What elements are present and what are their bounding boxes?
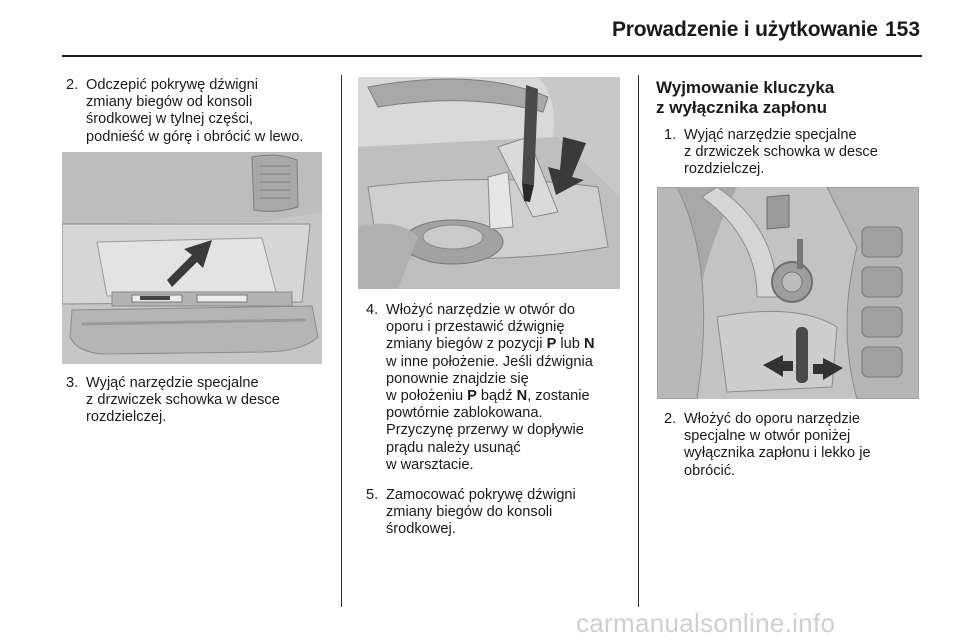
ignition-illustration bbox=[657, 187, 919, 399]
glovebox-illustration bbox=[62, 152, 322, 364]
column-divider-1 bbox=[341, 75, 342, 607]
step-2-body: Odczepić pokrywę dźwigni zmiany biegów od konsoli środkowej w tylnej części, podnieść w górę i obrócić w lewo. bbox=[86, 77, 304, 145]
step-4-body: Włożyć narzędzie w otwór do oporu i przestawić dźwignię zmiany biegów z pozycji P lub N w inne położenie. Jeśli dźwignia ponownie znajdzie się w położeniu P bądź N, zostanie powtórnie zablokowana. Przyczynę przerwy w dopływie prądu należy usunąć w warsztacie. bbox=[386, 302, 595, 473]
step-3-body: Wyjąć narzędzie specjalne z drzwiczek schowka w desce rozdzielczej. bbox=[86, 375, 280, 426]
key-step-2-body: Włożyć do oporu narzędzie specjalne w otwór poniżej wyłącznika zapłonu i lekko je obrócić. bbox=[684, 411, 871, 479]
key-step-1-body: Wyjąć narzędzie specjalne z drzwiczek schowka w desce rozdzielczej. bbox=[684, 127, 878, 178]
step-5-body: Zamocować pokrywę dźwigni zmiany biegów do konsoli środkowej. bbox=[386, 487, 576, 538]
gear-lever-illustration bbox=[358, 77, 620, 289]
page-header bbox=[0, 0, 960, 62]
step-2-text: 2. Odczepić pokrywę dźwigni zmiany biegów od konsoli środkowej w tylnej części, podnieść w górę i obrócić w lewo. bbox=[66, 77, 336, 146]
key-step-2-text: 2. Włożyć do oporu narzędzie specjalne w otwór poniżej wyłącznika zapłonu i lekko je obrócić. bbox=[664, 411, 934, 480]
step-5-text: 5. Zamocować pokrywę dźwigni zmiany biegów do konsoli środkowej. bbox=[366, 487, 636, 539]
step-4-text: 4. Włożyć narzędzie w otwór do oporu i przestawić dźwignię zmiany biegów z pozycji P lub N w inne położenie. Jeśli dźwignia ponownie znajdzie się w położeniu P bądź N, zostanie powtórnie zablokowana. Przyczynę przerwy w dopływie prądu należy usunąć w warsztacie. bbox=[366, 302, 636, 474]
step-3-text: 3. Wyjąć narzędzie specjalne z drzwiczek schowka w desce rozdzielczej. bbox=[66, 375, 336, 427]
ignition-figure bbox=[657, 187, 919, 399]
gear-lever-figure bbox=[358, 77, 620, 289]
watermark: carmanualsonline.info bbox=[576, 608, 836, 638]
page-title: Prowadzenie i użytkowanie bbox=[612, 18, 878, 41]
key-step-1-text: 1. Wyjąć narzędzie specjalne z drzwiczek schowka w desce rozdzielczej. bbox=[664, 127, 934, 179]
header-divider bbox=[62, 55, 922, 57]
section-heading: Wyjmowanie kluczyka z wyłącznika zapłonu bbox=[656, 78, 835, 117]
glovebox-figure bbox=[62, 152, 322, 364]
column-divider-2 bbox=[638, 75, 639, 607]
page-number: 153 bbox=[885, 18, 921, 41]
